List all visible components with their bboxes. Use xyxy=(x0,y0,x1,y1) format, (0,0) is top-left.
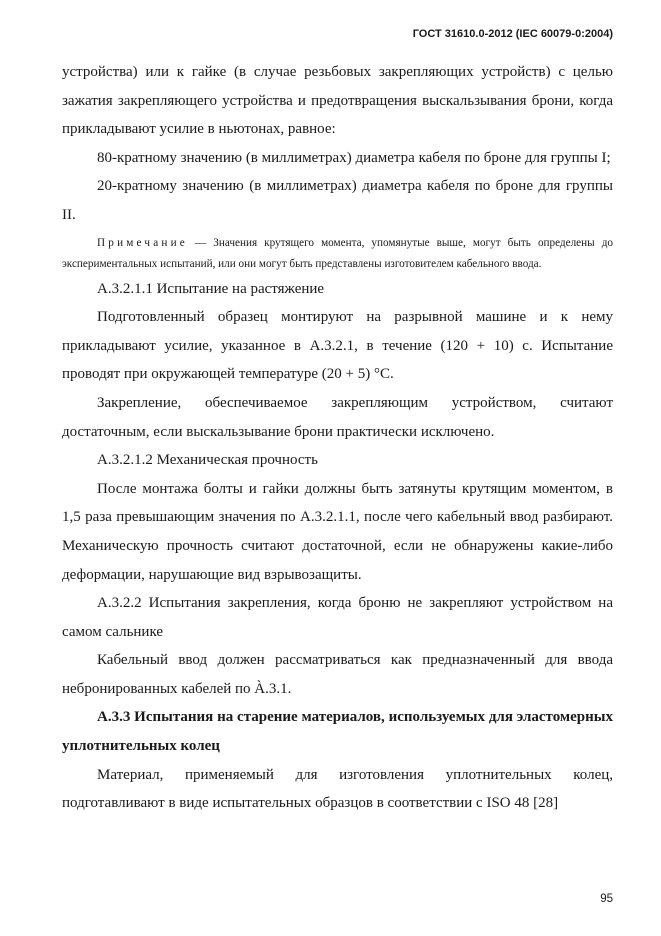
bold-section-heading: А.3.3 Испытания на старение материалов, используемых для эластомерных уплотнительных колец xyxy=(62,709,613,755)
paragraph: Подготовленный образец монтируют на разрывной машине и к нему прикладывают усилие, указанное в А.3.2.1, в течение (120 + 10) с. Испытание проводят при окружающей температуре (20 + 5) °С. xyxy=(62,309,613,383)
note xyxy=(62,233,613,275)
note-label: Примечание xyxy=(97,236,188,249)
document-body xyxy=(62,58,613,818)
page-number: 95 xyxy=(600,893,613,905)
paragraph: 20-кратному значению (в миллиметрах) диаметра кабеля по броне для группы II. xyxy=(62,178,613,223)
section-heading: А.3.2.1.1 Испытание на растяжение xyxy=(97,280,325,297)
paragraph: Кабельный ввод должен рассматриваться как предназначенный для ввода небронированных кабелей по À.3.1. xyxy=(62,652,613,697)
paragraph: устройства) или к гайке (в случае резьбовых закрепляющих устройств) с целью зажатия закрепляющего устройства и предотвращения выскальзывания брони, когда прикладывают усилие в ньютонах, равное: xyxy=(62,64,613,138)
paragraph: 80-кратному значению (в миллиметрах) диаметра кабеля по броне для группы I; xyxy=(97,149,611,166)
section-heading: А.3.2.1.2 Механическая прочность xyxy=(97,452,318,469)
note-text: — Значения крутящего момента, упомянутые выше, могут быть определены до экспериментальных испытаний, или они могут быть представлены изготовителем кабельного ввода. xyxy=(62,236,613,270)
paragraph: Материал, применяемый для изготовления уплотнительных колец, подготавливают в виде испытательных образцов в соответствии с ISO 48 [28] xyxy=(62,766,613,812)
paragraph: Закрепление, обеспечиваемое закрепляющим устройством, считают достаточным, если выскальзывание брони практически исключено. xyxy=(62,394,613,440)
section-heading: А.3.2.2 Испытания закрепления, когда броню не закрепляют устройством на самом сальнике xyxy=(62,595,613,640)
standard-code-header: ГОСТ 31610.0-2012 (IEC 60079-0:2004) xyxy=(412,28,613,40)
paragraph: После монтажа болты и гайки должны быть затянуты крутящим моментом, в 1,5 раза превышающим значения по А.3.2.1.1, после чего кабельный ввод разбирают. Механическую прочность считают достаточной, если не обнаружены какие-либо деформации, нарушающие вид взрывозащиты. xyxy=(62,480,613,583)
